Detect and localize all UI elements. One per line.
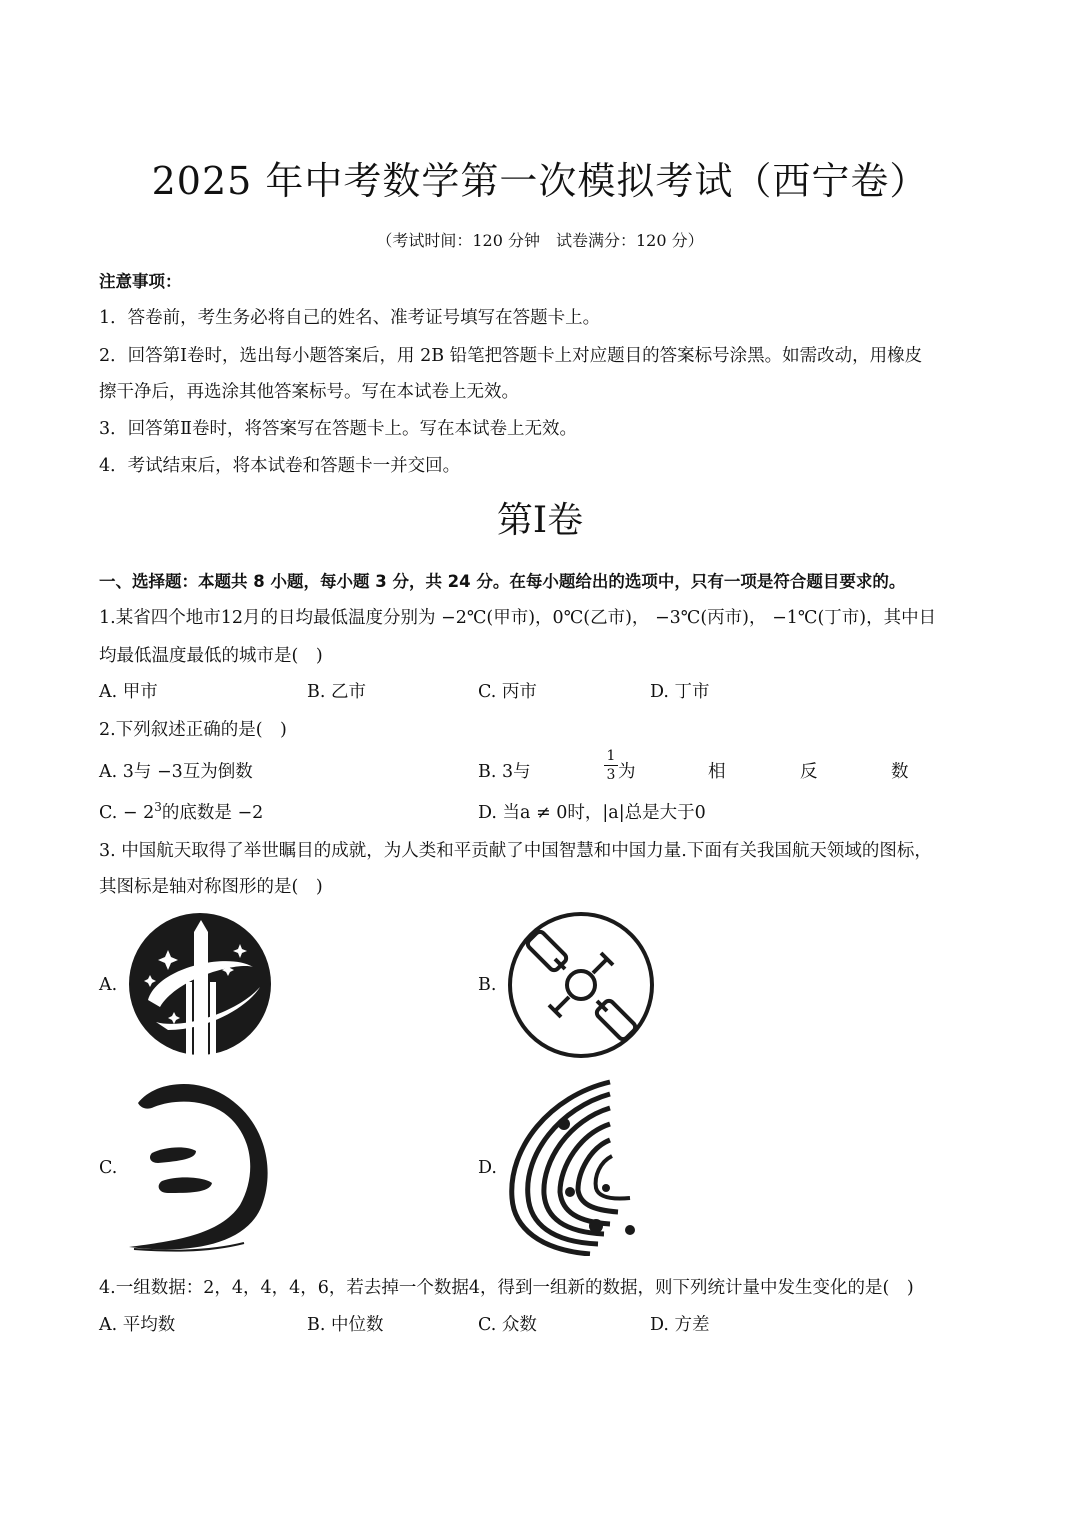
section-title: 第Ⅰ卷 [496,500,584,541]
q4-option-a: A. 平均数 [99,1315,176,1335]
q2-option-a: A. 3与 −3互为倒数 [99,762,253,782]
fraction-numerator: 1 [606,748,616,764]
note-item: 2．回答第Ⅰ卷时，选出每小题答案后，用 2B 铅笔把答题卡上对应题目的答案标号涂黑。如需改动，用橡皮 [99,346,923,366]
q2-option-c-suffix: 的底数是 −2 [161,803,264,823]
q4-option-c: C. 众数 [478,1315,537,1335]
note-item: 3．回答第Ⅱ卷时，将答案写在答题卡上。写在本试卷上无效。 [99,419,578,439]
q3-label-b: B. [478,975,497,995]
q2-option-b-word: 相 [708,762,726,782]
q3-label-d: D. [478,1158,497,1178]
q4-stem: 4.一组数据：2，4，4，4，6，若去掉一个数据4，得到一组新的数据，则下列统计量中发生变化的是( ) [99,1278,914,1298]
fraction-denominator: 3 [606,767,616,783]
q2-option-b-word: 数 [891,762,909,782]
q2-option-b-fraction [604,748,618,783]
q1-option-d: D. 丁市 [650,682,710,702]
q3-label-a: A. [99,975,118,995]
q2-stem: 2.下列叙述正确的是( ) [99,720,287,740]
exam-title: 2025 年中考数学第一次模拟考试（西宁卷） [151,159,929,203]
q2-option-c [99,799,263,824]
fraction-bar [604,765,618,766]
part1-heading: 一、选择题：本题共 8 小题，每小题 3 分，共 24 分。在每小题给出的选项中，只有一项是符合题目要求的。 [99,572,906,591]
q2-option-c-exponent: 3 [154,800,162,815]
q3-stem-line1: 3. 中国航天取得了举世瞩目的成就，为人类和平贡献了中国智慧和中国力量.下面有关我国航天领域的图标， [99,841,932,861]
q2-option-b-word: 为 [618,762,636,782]
q1-stem-line2: 均最低温度最低的城市是( ) [99,646,323,666]
q4-option-d: D. 方差 [650,1315,710,1335]
q1-option-a: A. 甲市 [99,682,158,702]
exam-subtitle: （考试时间：120 分钟 试卷满分：120 分） [376,231,704,250]
satellite-emblem-icon [507,911,657,1061]
q3-stem-line2: 其图标是轴对称图形的是( ) [99,877,323,897]
q3-label-c: C. [99,1158,118,1178]
q4-option-b: B. 中位数 [307,1315,384,1335]
orbit-arcs-emblem-icon [500,1078,660,1256]
q1-stem-line1: 1.某省四个地市12月的日均最低温度分别为 −2℃(甲市)，0℃(乙市)， −3℃(丙市)， −1℃(丁市)，其中日 [99,608,937,628]
q2-option-c-prefix: C. − 2 [99,803,155,823]
note-item: 擦干净后，再选涂其他答案标号。写在本试卷上无效。 [99,382,519,402]
rocket-emblem-icon [128,912,273,1057]
q2-option-d: D. 当a ≠ 0时，|a|总是大于0 [478,803,706,823]
q2-option-b-word: 反 [800,762,818,782]
note-item: 4．考试结束后，将本试卷和答题卡一并交回。 [99,456,461,476]
brush-stroke-emblem-icon [124,1077,274,1255]
note-item: 1．答卷前，考生务必将自己的姓名、准考证号填写在答题卡上。 [99,308,601,328]
q2-option-b: B. 3与 [478,762,531,782]
q1-option-b: B. 乙市 [307,682,366,702]
q1-option-c: C. 丙市 [478,682,537,702]
notes-heading: 注意事项： [99,272,182,291]
